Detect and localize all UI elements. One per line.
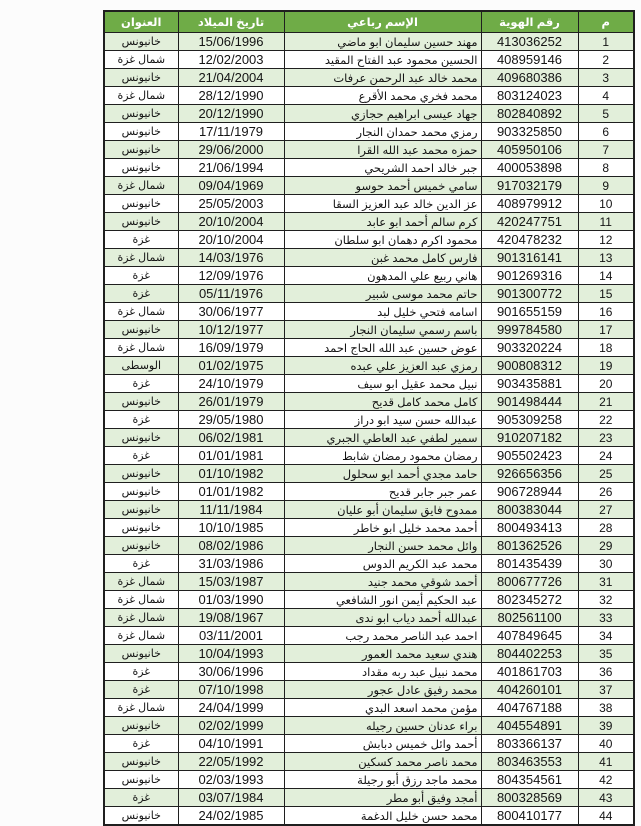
cell-address: خانيونس	[104, 537, 178, 555]
cell-full-name: نبيل محمد عقيل ابو سيف	[284, 375, 481, 393]
cell-full-name: محمد نبيل عبد ربه مقداد	[284, 663, 481, 681]
table-row	[104, 645, 634, 663]
table-row	[104, 627, 634, 645]
cell-index: 41	[578, 753, 634, 771]
cell-address: خانيونس	[104, 123, 178, 141]
cell-address: خانيونس	[104, 213, 178, 231]
cell-id-number: 408959146	[481, 51, 578, 69]
table-row	[104, 267, 634, 285]
cell-id-number: 404260101	[481, 681, 578, 699]
cell-full-name: فارس كامل محمد غبن	[284, 249, 481, 267]
cell-birth-date: 20/12/1990	[178, 105, 284, 123]
cell-address: غزة	[104, 411, 178, 429]
cell-birth-date: 07/10/1998	[178, 681, 284, 699]
cell-id-number: 800677726	[481, 573, 578, 591]
cell-birth-date: 20/10/2004	[178, 213, 284, 231]
cell-birth-date: 10/10/1985	[178, 519, 284, 537]
cell-index: 23	[578, 429, 634, 447]
table-row	[104, 537, 634, 555]
cell-birth-date: 26/01/1979	[178, 393, 284, 411]
cell-address: شمال غزة	[104, 573, 178, 591]
cell-index: 33	[578, 609, 634, 627]
cell-full-name: رمزي محمد حمدان النجار	[284, 123, 481, 141]
cell-index: 22	[578, 411, 634, 429]
cell-address: خانيونس	[104, 105, 178, 123]
cell-full-name: محمد حسن خليل الدغمة	[284, 807, 481, 826]
table-row	[104, 609, 634, 627]
table-row	[104, 789, 634, 807]
table-row	[104, 681, 634, 699]
cell-index: 17	[578, 321, 634, 339]
cell-birth-date: 24/02/1985	[178, 807, 284, 826]
table-row	[104, 501, 634, 519]
cell-full-name: وائل محمد حسن النجار	[284, 537, 481, 555]
cell-index: 4	[578, 87, 634, 105]
cell-id-number: 903325850	[481, 123, 578, 141]
cell-id-number: 926656356	[481, 465, 578, 483]
table-row	[104, 519, 634, 537]
cell-id-number: 420478232	[481, 231, 578, 249]
cell-id-number: 903435881	[481, 375, 578, 393]
cell-full-name: حاتم محمد موسى شبير	[284, 285, 481, 303]
cell-index: 25	[578, 465, 634, 483]
cell-birth-date: 15/03/1987	[178, 573, 284, 591]
cell-birth-date: 01/03/1990	[178, 591, 284, 609]
table-row	[104, 231, 634, 249]
cell-birth-date: 30/06/1977	[178, 303, 284, 321]
cell-index: 20	[578, 375, 634, 393]
table-row	[104, 213, 634, 231]
cell-id-number: 803463553	[481, 753, 578, 771]
cell-full-name: عمر جبر جابر قديح	[284, 483, 481, 501]
cell-address: خانيونس	[104, 771, 178, 789]
cell-full-name: عز الدين خالد عبد العزيز السقا	[284, 195, 481, 213]
cell-address: خانيونس	[104, 717, 178, 735]
table-row	[104, 663, 634, 681]
cell-birth-date: 24/04/1999	[178, 699, 284, 717]
cell-address: خانيونس	[104, 195, 178, 213]
cell-id-number: 420247751	[481, 213, 578, 231]
cell-full-name: محمد عبد الكريم الدوس	[284, 555, 481, 573]
table-row	[104, 555, 634, 573]
cell-birth-date: 11/11/1984	[178, 501, 284, 519]
cell-birth-date: 02/02/1999	[178, 717, 284, 735]
table-body	[104, 33, 634, 826]
cell-address: شمال غزة	[104, 87, 178, 105]
cell-birth-date: 06/02/1981	[178, 429, 284, 447]
cell-id-number: 801435439	[481, 555, 578, 573]
cell-index: 35	[578, 645, 634, 663]
cell-full-name: محمد فخري محمد الأقرع	[284, 87, 481, 105]
cell-full-name: رمزي عبد العزيز علي عبده	[284, 357, 481, 375]
table-row	[104, 717, 634, 735]
cell-full-name: سامي خميس أحمد حوسو	[284, 177, 481, 195]
table-row	[104, 249, 634, 267]
cell-birth-date: 19/08/1967	[178, 609, 284, 627]
cell-id-number: 413036252	[481, 33, 578, 51]
cell-address: خانيونس	[104, 501, 178, 519]
cell-index: 5	[578, 105, 634, 123]
cell-id-number: 901300772	[481, 285, 578, 303]
cell-address: غزة	[104, 663, 178, 681]
cell-full-name: عوض حسين عبد الله الحاج احمد	[284, 339, 481, 357]
cell-full-name: عبدالله أحمد دياب ابو ندى	[284, 609, 481, 627]
cell-id-number: 804402253	[481, 645, 578, 663]
table-row	[104, 159, 634, 177]
cell-full-name: مهند حسين سليمان ابو ماضي	[284, 33, 481, 51]
header-row	[104, 11, 634, 33]
cell-index: 19	[578, 357, 634, 375]
cell-id-number: 901498444	[481, 393, 578, 411]
cell-address: خانيونس	[104, 483, 178, 501]
cell-birth-date: 29/05/1980	[178, 411, 284, 429]
cell-index: 37	[578, 681, 634, 699]
cell-birth-date: 10/04/1993	[178, 645, 284, 663]
cell-index: 18	[578, 339, 634, 357]
cell-id-number: 401861703	[481, 663, 578, 681]
cell-id-number: 901269316	[481, 267, 578, 285]
cell-birth-date: 01/01/1982	[178, 483, 284, 501]
cell-index: 24	[578, 447, 634, 465]
roster-table	[103, 10, 635, 826]
cell-id-number: 804354561	[481, 771, 578, 789]
cell-address: شمال غزة	[104, 249, 178, 267]
cell-birth-date: 15/06/1996	[178, 33, 284, 51]
cell-birth-date: 04/10/1991	[178, 735, 284, 753]
cell-birth-date: 29/06/2000	[178, 141, 284, 159]
cell-address: شمال غزة	[104, 591, 178, 609]
cell-address: غزة	[104, 789, 178, 807]
cell-id-number: 800410177	[481, 807, 578, 826]
cell-address: خانيونس	[104, 141, 178, 159]
cell-birth-date: 17/11/1979	[178, 123, 284, 141]
cell-birth-date: 03/11/2001	[178, 627, 284, 645]
table-row	[104, 87, 634, 105]
cell-birth-date: 22/05/1992	[178, 753, 284, 771]
cell-address: شمال غزة	[104, 339, 178, 357]
cell-full-name: محمد ماجد رزق أبو رجيلة	[284, 771, 481, 789]
cell-index: 8	[578, 159, 634, 177]
cell-address: غزة	[104, 735, 178, 753]
cell-id-number: 917032179	[481, 177, 578, 195]
cell-id-number: 901316141	[481, 249, 578, 267]
cell-index: 11	[578, 213, 634, 231]
cell-id-number: 802345272	[481, 591, 578, 609]
cell-full-name: باسم رسمي سليمان النجار	[284, 321, 481, 339]
cell-index: 40	[578, 735, 634, 753]
cell-address: غزة	[104, 285, 178, 303]
cell-id-number: 803124023	[481, 87, 578, 105]
cell-full-name: حامد مجدي أحمد ابو سحلول	[284, 465, 481, 483]
cell-id-number: 408979912	[481, 195, 578, 213]
cell-full-name: حمزه محمد عبد الله القرا	[284, 141, 481, 159]
table-row	[104, 33, 634, 51]
cell-index: 31	[578, 573, 634, 591]
table-row	[104, 195, 634, 213]
cell-index: 21	[578, 393, 634, 411]
cell-index: 43	[578, 789, 634, 807]
cell-birth-date: 01/01/1981	[178, 447, 284, 465]
cell-id-number: 903320224	[481, 339, 578, 357]
table-row	[104, 123, 634, 141]
cell-id-number: 905309258	[481, 411, 578, 429]
cell-birth-date: 25/05/2003	[178, 195, 284, 213]
cell-full-name: محمد ناصر محمد كسكين	[284, 753, 481, 771]
cell-full-name: عبدالله حسن سيد ابو دراز	[284, 411, 481, 429]
cell-birth-date: 28/12/1990	[178, 87, 284, 105]
cell-id-number: 910207182	[481, 429, 578, 447]
table-row	[104, 105, 634, 123]
cell-id-number: 409680386	[481, 69, 578, 87]
cell-id-number: 900808312	[481, 357, 578, 375]
cell-index: 14	[578, 267, 634, 285]
cell-address: شمال غزة	[104, 303, 178, 321]
cell-birth-date: 03/07/1984	[178, 789, 284, 807]
cell-id-number: 901655159	[481, 303, 578, 321]
cell-address: غزة	[104, 555, 178, 573]
cell-address: خانيونس	[104, 753, 178, 771]
cell-birth-date: 12/02/2003	[178, 51, 284, 69]
cell-id-number: 400053898	[481, 159, 578, 177]
table-row	[104, 573, 634, 591]
cell-address: غزة	[104, 681, 178, 699]
cell-id-number: 800383044	[481, 501, 578, 519]
cell-full-name: سمير لطفي عبد العاطي الجبري	[284, 429, 481, 447]
cell-index: 2	[578, 51, 634, 69]
cell-address: غزة	[104, 231, 178, 249]
cell-full-name: براء عدنان حسين رجيله	[284, 717, 481, 735]
table-row	[104, 69, 634, 87]
cell-address: خانيونس	[104, 645, 178, 663]
cell-address: خانيونس	[104, 321, 178, 339]
cell-address: شمال غزة	[104, 609, 178, 627]
cell-full-name: محمد خالد عبد الرحمن عرفات	[284, 69, 481, 87]
column-header-full-name: الإسم رباعي	[284, 11, 481, 33]
cell-full-name: أحمد شوقي محمد جنيد	[284, 573, 481, 591]
cell-index: 9	[578, 177, 634, 195]
cell-address: خانيونس	[104, 159, 178, 177]
cell-birth-date: 21/04/2004	[178, 69, 284, 87]
cell-full-name: هاني ربيع علي المدهون	[284, 267, 481, 285]
cell-full-name: مؤمن محمد اسعد البدي	[284, 699, 481, 717]
cell-birth-date: 01/10/1982	[178, 465, 284, 483]
column-header-birth-date: تاريخ الميلاد	[178, 11, 284, 33]
table-row	[104, 141, 634, 159]
table-row	[104, 753, 634, 771]
cell-full-name: جهاد عيسى ابراهيم حجازي	[284, 105, 481, 123]
table-row	[104, 735, 634, 753]
cell-index: 44	[578, 807, 634, 826]
cell-full-name: كرم سالم أحمد ابو عابد	[284, 213, 481, 231]
cell-address: خانيونس	[104, 465, 178, 483]
cell-address: غزة	[104, 375, 178, 393]
column-header-id-number: رقم الهوية	[481, 11, 578, 33]
cell-index: 7	[578, 141, 634, 159]
cell-address: خانيونس	[104, 33, 178, 51]
cell-full-name: أمجد وفيق أبو مطر	[284, 789, 481, 807]
cell-id-number: 404554891	[481, 717, 578, 735]
cell-index: 27	[578, 501, 634, 519]
table-row	[104, 303, 634, 321]
cell-address: خانيونس	[104, 807, 178, 826]
cell-index: 6	[578, 123, 634, 141]
cell-index: 30	[578, 555, 634, 573]
cell-full-name: الحسين محمود عبد الفتاح المقيد	[284, 51, 481, 69]
cell-address: خانيونس	[104, 429, 178, 447]
cell-index: 3	[578, 69, 634, 87]
cell-id-number: 800493413	[481, 519, 578, 537]
table-row	[104, 375, 634, 393]
cell-index: 32	[578, 591, 634, 609]
table-row	[104, 177, 634, 195]
table-row	[104, 771, 634, 789]
cell-id-number: 906728944	[481, 483, 578, 501]
cell-index: 16	[578, 303, 634, 321]
table-row	[104, 357, 634, 375]
cell-index: 29	[578, 537, 634, 555]
cell-full-name: محمود اكرم دهمان ابو سلطان	[284, 231, 481, 249]
cell-index: 13	[578, 249, 634, 267]
cell-full-name: جبر خالد احمد الشريحي	[284, 159, 481, 177]
cell-id-number: 801362526	[481, 537, 578, 555]
cell-index: 36	[578, 663, 634, 681]
cell-id-number: 802561100	[481, 609, 578, 627]
cell-address: شمال غزة	[104, 177, 178, 195]
cell-full-name: محمد رفيق عادل عجور	[284, 681, 481, 699]
cell-full-name: أحمد وائل خميس دبابش	[284, 735, 481, 753]
cell-birth-date: 14/03/1976	[178, 249, 284, 267]
cell-index: 26	[578, 483, 634, 501]
cell-birth-date: 31/03/1986	[178, 555, 284, 573]
cell-address: غزة	[104, 447, 178, 465]
cell-index: 34	[578, 627, 634, 645]
cell-id-number: 999784580	[481, 321, 578, 339]
cell-id-number: 407849645	[481, 627, 578, 645]
table-row	[104, 339, 634, 357]
cell-full-name: أحمد محمد خليل ابو خاطر	[284, 519, 481, 537]
column-header-index: م	[578, 11, 634, 33]
cell-full-name: رمضان محمود رمضان شابط	[284, 447, 481, 465]
table-row	[104, 51, 634, 69]
cell-birth-date: 01/02/1975	[178, 357, 284, 375]
table-row	[104, 807, 634, 826]
cell-index: 10	[578, 195, 634, 213]
cell-index: 38	[578, 699, 634, 717]
table-row	[104, 393, 634, 411]
cell-birth-date: 20/10/2004	[178, 231, 284, 249]
cell-full-name: احمد عبد الناصر محمد رجب	[284, 627, 481, 645]
cell-birth-date: 10/12/1977	[178, 321, 284, 339]
cell-index: 42	[578, 771, 634, 789]
table-row	[104, 447, 634, 465]
table-row	[104, 591, 634, 609]
column-header-address: العنوان	[104, 11, 178, 33]
cell-id-number: 905502423	[481, 447, 578, 465]
cell-index: 12	[578, 231, 634, 249]
cell-address: خانيونس	[104, 519, 178, 537]
cell-index: 15	[578, 285, 634, 303]
cell-address: خانيونس	[104, 393, 178, 411]
table-row	[104, 429, 634, 447]
table-row	[104, 411, 634, 429]
table-row	[104, 699, 634, 717]
cell-birth-date: 30/06/1996	[178, 663, 284, 681]
cell-index: 28	[578, 519, 634, 537]
cell-full-name: هندي سعيد محمد العمور	[284, 645, 481, 663]
table-row	[104, 285, 634, 303]
cell-birth-date: 02/03/1993	[178, 771, 284, 789]
cell-full-name: ممدوح فايق سليمان أبو عليان	[284, 501, 481, 519]
cell-id-number: 404767188	[481, 699, 578, 717]
cell-address: شمال غزة	[104, 51, 178, 69]
cell-address: غزة	[104, 267, 178, 285]
cell-birth-date: 24/10/1979	[178, 375, 284, 393]
cell-birth-date: 16/09/1979	[178, 339, 284, 357]
cell-index: 1	[578, 33, 634, 51]
cell-birth-date: 05/11/1976	[178, 285, 284, 303]
table-row	[104, 483, 634, 501]
document-page	[103, 10, 635, 826]
cell-address: شمال غزة	[104, 699, 178, 717]
cell-id-number: 800328569	[481, 789, 578, 807]
cell-birth-date: 12/09/1976	[178, 267, 284, 285]
cell-full-name: كامل محمد كامل قديح	[284, 393, 481, 411]
cell-full-name: اسامه فتحي خليل لبد	[284, 303, 481, 321]
cell-address: الوسطى	[104, 357, 178, 375]
cell-birth-date: 09/04/1969	[178, 177, 284, 195]
cell-id-number: 803366137	[481, 735, 578, 753]
cell-id-number: 405950106	[481, 141, 578, 159]
cell-address: خانيونس	[104, 69, 178, 87]
cell-full-name: عبد الحكيم أيمن انور الشافعي	[284, 591, 481, 609]
cell-id-number: 802840892	[481, 105, 578, 123]
cell-birth-date: 08/02/1986	[178, 537, 284, 555]
table-row	[104, 465, 634, 483]
table-row	[104, 321, 634, 339]
cell-address: شمال غزة	[104, 627, 178, 645]
cell-index: 39	[578, 717, 634, 735]
cell-birth-date: 21/06/1994	[178, 159, 284, 177]
